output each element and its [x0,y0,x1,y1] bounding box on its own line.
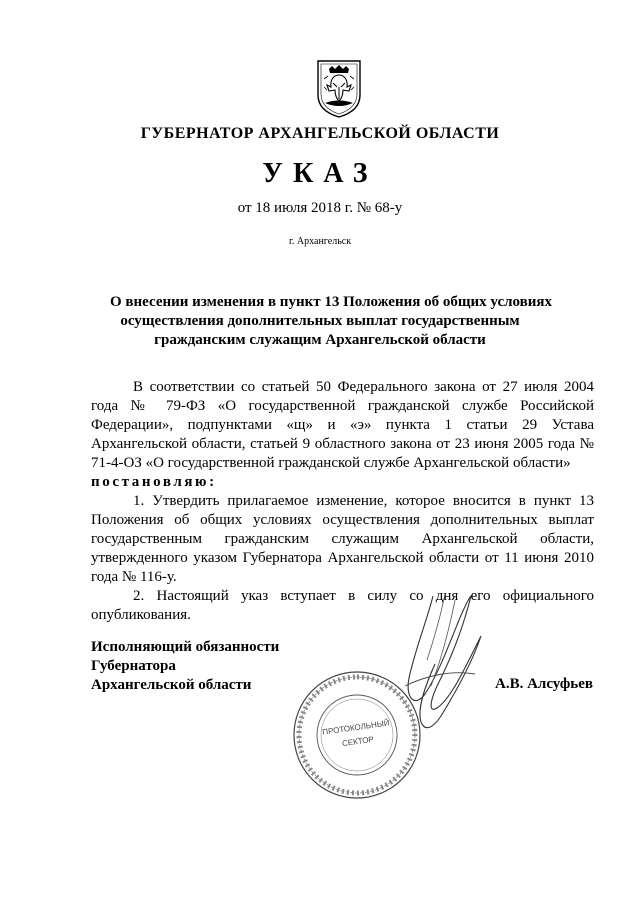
preamble-paragraph [91,378,594,492]
item-2-paragraph: 2. Настоящий указ вступает в силу со дня его официального опубликования. [91,588,594,623]
signer-position-line-3: Архангельской области [91,677,252,693]
signer-position [91,638,279,695]
document-type: УКАЗ [262,158,378,189]
signer-name: А.В. Алсуфьев [495,676,593,692]
document-date-number: от 18 июля 2018 г. № 68-у [237,200,403,216]
title-line-1: О внесении изменения в пункт 13 Положения об общих условиях [110,294,553,310]
seal-text: ПРОТОКОЛЬНЫЙ [321,718,391,737]
seal-text-2: СЕКТОР [341,734,375,749]
title-line-3: гражданским служащим Архангельской области [154,332,486,348]
signer-position-line-1: Исполняющий обязанности [91,639,280,655]
document-title [110,293,553,350]
official-seal-icon [290,668,424,802]
authority-name: ГУБЕРНАТОР АРХАНГЕЛЬСКОЙ ОБЛАСТИ [140,125,500,142]
document-city: г. Архангельск [288,236,352,247]
decree-word: постановляю: [91,474,217,490]
coat-of-arms-icon [315,57,363,119]
signer-position-line-2: Губернатора [91,658,176,674]
document-body [91,378,594,625]
preamble-text: В соответствии со статьей 50 Федерального закона от 27 июля 2004 года № 79-ФЗ «О государственной гражданской службе Российской Федерации», подпунктами «щ» и «э» пункта 1 статьи 29 Устава Архангельской области, статьей 9 областного закона от 23 июня 2005 года № 71-4-ОЗ «О государственной гражданской службе Архангельской области» [91,379,594,471]
title-line-2: осуществления дополнительных выплат государственным [120,313,520,329]
item-1-paragraph: 1. Утвердить прилагаемое изменение, которое вносится в пункт 13 Положения об общих условиях осуществления дополнительных выплат государственным гражданским служащим Архангельской области, утвержденного указом Губернатора Архангельской области от 11 июня 2010 года № 116-у. [91,493,594,585]
